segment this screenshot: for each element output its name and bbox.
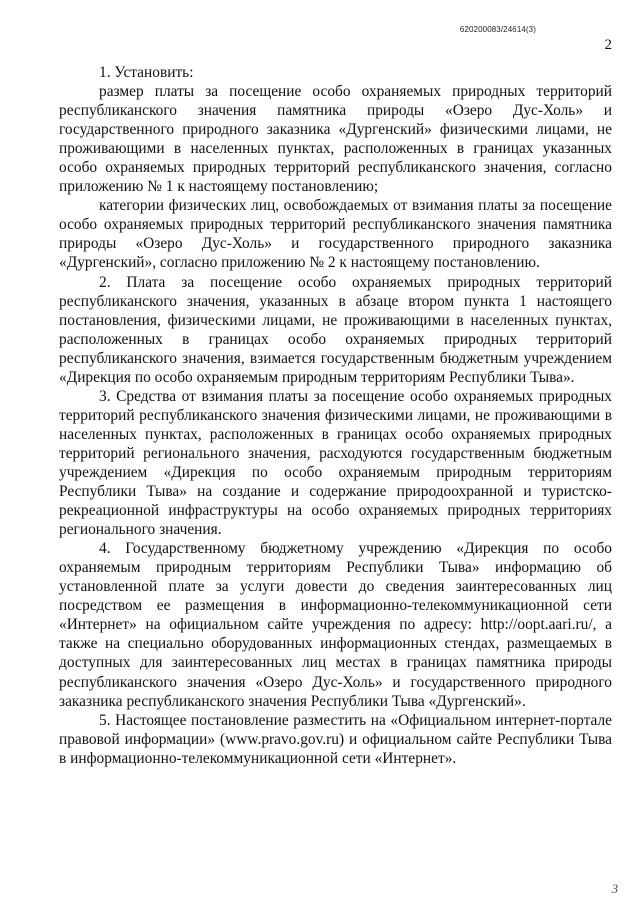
paragraph-item-4: 4. Государственному бюджетному учреждению «Дирекция по особо охраняемым природным территориям Республики Тыва» информацию об установленной плате за услуги довести до сведения заинтересованных лиц посредством ее размещения в информационно-телекоммуникационной сети «Интернет» на официальном сайте учреждения по адресу: http://oopt.aari.ru/, а также на специально оборудованных информационных стендах, размещаемых в доступных для заинтересованных лиц местах в границах памятника природы республиканского значения «Озеро Дус-Холь» и государственного природного заказника республиканского значения Республики Тыва «Дургенский». <box>59 540 612 710</box>
paragraph-exempt-categories: категории физических лиц, освобождаемых от взимания платы за посещение особо охраняемых природных территорий республиканского значения памятника природы «Озеро Дус-Холь» и государственного природного заказника «Дургенский», согласно приложению № 2 к настоящему постановлению. <box>59 197 612 272</box>
paragraph-fee-size: размер платы за посещение особо охраняемых природных территорий республиканского значения памятника природы «Озеро Дус-Холь» и государственного природного заказника «Дургенский» физическими лицами, не проживающими в населенных пунктах, расположенных в границах указанных особо охраняемых природных территорий республиканского значения, согласно приложению № 1 к настоящему постановлению; <box>59 83 612 196</box>
document-body <box>59 63 612 768</box>
handwritten-mark: З <box>611 881 618 896</box>
paragraph-item-3: 3. Средства от взимания платы за посещение особо охраняемых природных территорий республиканского значения физическими лицами, не проживающими в населенных пунктах, расположенных в границах особо охраняемых природных территорий регионального значения, расходуются государственным бюджетным учреждением «Дирекция по особо охраняемым природным территориям Республики Тыва» на создание и содержание природоохранной и туристско-рекреационной инфраструктуры на особо охраняемых природных территориях регионального значения. <box>59 387 612 539</box>
document-id: 620200083/24614(3) <box>459 25 536 34</box>
paragraph-item-5: 5. Настоящее постановление разместить на «Официальном интернет-портале правовой информации» (www.pravo.gov.ru) и официальном сайте Республики Тыва в информационно-телекоммуникационной сети «Интернет». <box>59 711 612 767</box>
paragraph-item-1-heading: 1. Установить: <box>99 64 194 81</box>
paragraph-item-2: 2. Плата за посещение особо охраняемых природных территорий республиканского значения, указанных в абзаце втором пункта 1 настоящего постановления, физическими лицами, не проживающими в населенных пунктах, расположенных в границах особо охраняемых природных территорий республиканского значения, взимается государственным бюджетным учреждением «Дирекция по особо охраняемым природным территориям Республики Тыва». <box>59 273 612 386</box>
page-number: 2 <box>604 37 612 53</box>
